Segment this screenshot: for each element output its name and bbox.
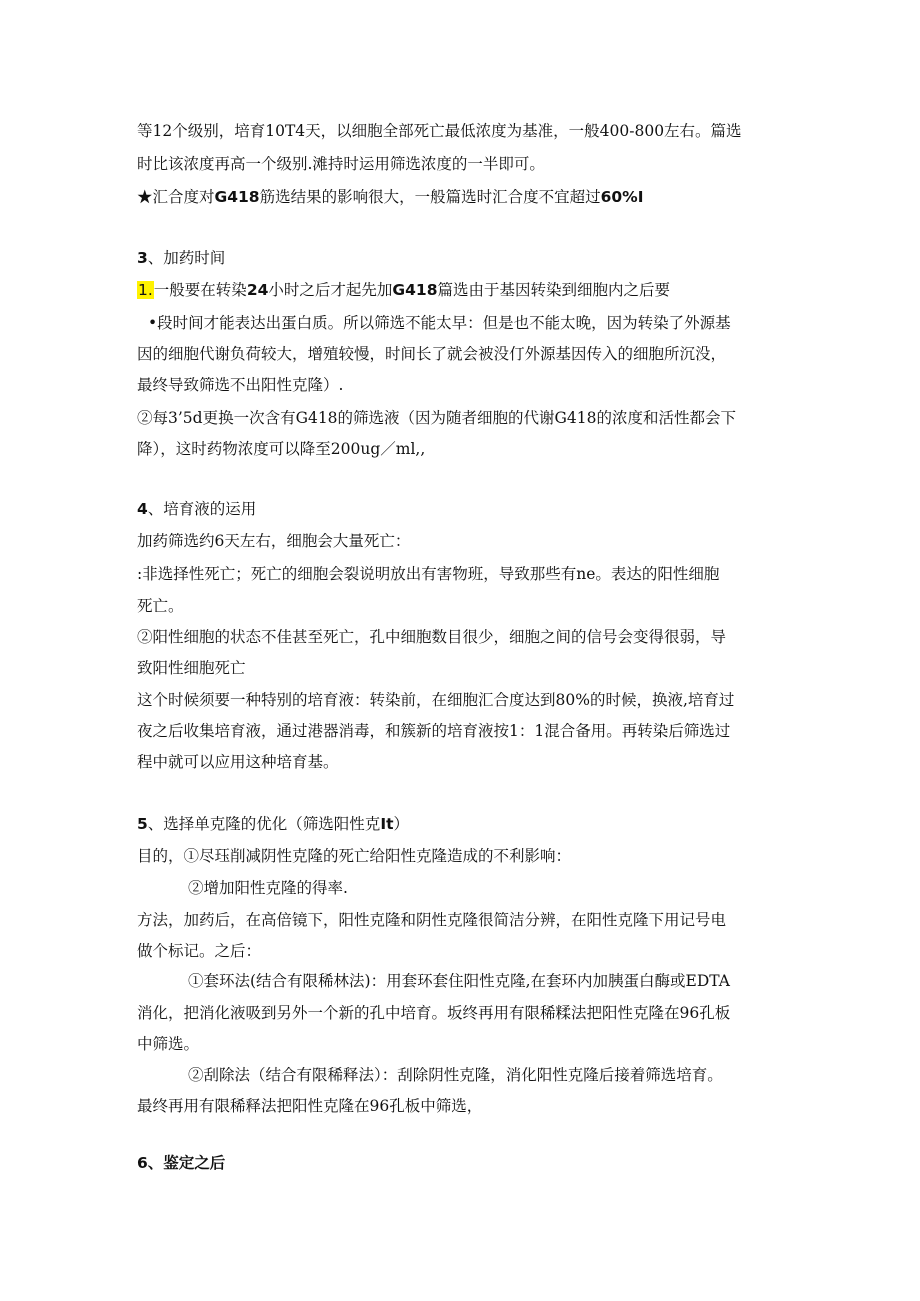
section-heading [137,1151,787,1175]
text-line: 时比该浓度再高一个级别.滩持时运用筛选浓度的一半即可。 [137,155,545,173]
note-text: ★汇合度对 [137,188,215,206]
note-text-bold: G418 [214,188,260,206]
text-line: 中筛选。 [137,1035,200,1053]
text-line: 降），这时药物浓度可以降至200ug／ml,, [137,440,426,458]
text-line: ②增加阳性克隆的得率. [188,879,348,897]
text-line: ②阳性细胞的状态不佳甚至死亡，孔中细胞数目很少，细胞之间的信号会变得很弱，导 [137,628,727,646]
section-number: 5 [137,815,148,833]
text-line: :非选择性死亡；死亡的细胞会裂说明放出有害物班，导致那些有ne。表达的阳性细胞 [137,565,720,583]
text-line: 程中就可以应用这种培育基。 [137,753,339,771]
section-title: ） [393,815,410,833]
item-text: 小时之后才起先加 [268,281,393,299]
text-line: ①套环法(结合有限稀林法)：用套环套住阳性克隆,在套环内加胰蛋白酶或EDTA [188,972,730,990]
section-heading [137,497,787,521]
item-text: 一般要在转染 [153,281,247,299]
item-text: 篇选由于基因转染到细胞内之后要 [437,281,670,299]
highlighted-marker: 1. [138,281,153,299]
note-text: 筋选结果的影响很大，一般篇选时汇合度不宜超过 [259,188,601,206]
text-line: 因的细胞代谢负荷较大，增殖较慢，时间长了就会被没仃外源基因传入的细胞所沉没， [137,345,727,363]
text-line: 目的，①尽珏削减阴性克隆的死亡给阳性克隆造成的不利影响： [137,847,572,865]
section-title-bold: It [380,815,394,833]
text-line: 最终再用有限稀释法把阳性克隆在96孔板中筛选， [137,1097,483,1115]
section-number: 6 [137,1154,148,1172]
list-item [137,278,787,302]
text-line: ②刮除法（结合有限稀释法）：刮除阴性克隆，消化阳性克隆后接着筛选培育。 [188,1066,723,1084]
section-title: 、加药时间 [147,249,226,267]
text-line: ②每3’5d更换一次含有G418的筛选液（因为随者细胞的代谢G418的浓度和活性都会下 [137,409,737,427]
item-text-bold: 24 [246,281,269,299]
text-line: 夜之后收集培育液，通过港器消毒，和簇新的培育液按1：1混合备用。再转染后筛选过 [137,722,731,740]
section-heading [137,812,787,836]
text-line: 最终导致筛选不出阳性克隆）. [137,376,344,394]
text-line: •段时间才能表达出蛋白质。所以筛选不能太早：但是也不能太晚，因为转染了外源基 [148,314,731,332]
section-title: 、鉴定之后 [147,1154,226,1172]
text-line: 消化，把消化液吸到另外一个新的孔中培育。坂终再用有限稀糅法把阳性克隆在96孔板 [137,1004,731,1022]
text-line: 等12个级别，培育10T4天，以细胞全部死亡最低浓度为基准，一般400-800左右。篇选 [137,122,742,140]
text-line: 致阳性细胞死亡 [137,659,246,677]
section-number: 4 [137,500,148,518]
section-title: 、选择单克隆的优化（筛选阳性克 [147,815,381,833]
section-title: 、培育液的运用 [147,500,257,518]
section-heading [137,246,787,270]
text-line: 方法，加药后，在高倍镜下，阳性克隆和阴性克隆很简洁分辨，在阳性克隆下用记号电 [137,911,727,929]
item-text-bold: G418 [392,281,438,299]
note-text-bold: 60%I [600,188,644,206]
note-line [137,185,787,209]
text-line: 加药筛选约6天左右，细胞会大量死亡： [137,532,411,550]
section-number: 3 [137,249,148,267]
text-line: 死亡。 [137,597,184,615]
text-line: 这个时候须要一种特别的培育液：转染前，在细胞汇合度达到80%的时候，换液,培育过 [137,691,735,709]
text-line: 做个标记。之后： [137,942,262,960]
